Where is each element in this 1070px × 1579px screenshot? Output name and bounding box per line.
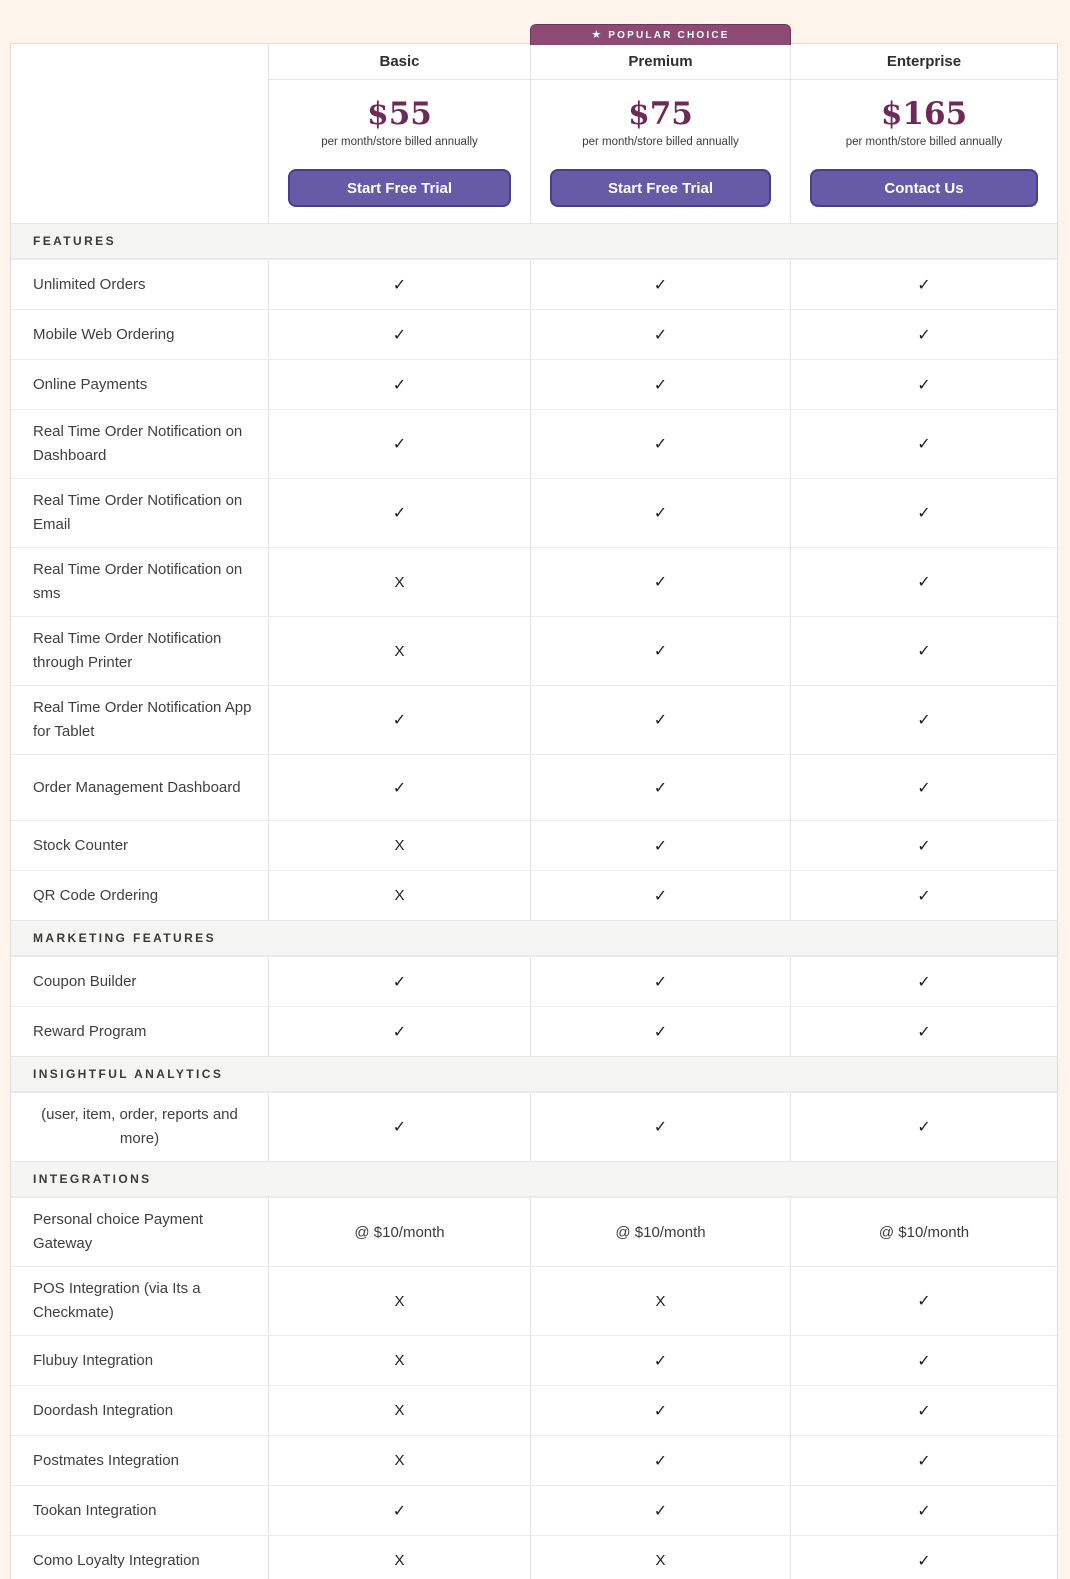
section-header: FEATURES bbox=[11, 223, 1057, 259]
feature-label: Postmates Integration bbox=[33, 1451, 179, 1469]
feature-label: (user, item, order, reports and more) bbox=[41, 1106, 238, 1147]
feature-label: Order Management Dashboard bbox=[33, 778, 241, 796]
table-row bbox=[11, 820, 1057, 870]
check-icon: ✓ bbox=[790, 360, 1057, 409]
star-icon: ★ bbox=[591, 28, 602, 41]
start-free-trial-button[interactable]: Start Free Trial bbox=[288, 169, 511, 207]
feature-label: Como Loyalty Integration bbox=[33, 1551, 200, 1569]
plan-name-basic: Basic bbox=[268, 44, 530, 80]
feature-value: @ $10/month bbox=[530, 1198, 790, 1266]
check-icon: ✓ bbox=[790, 1007, 1057, 1056]
plan-price: $55 bbox=[367, 96, 432, 132]
features-body bbox=[11, 223, 1057, 1579]
check-icon: ✓ bbox=[530, 479, 790, 547]
check-icon: ✓ bbox=[268, 957, 530, 1006]
table-row bbox=[11, 1092, 1057, 1161]
check-icon: ✓ bbox=[268, 1093, 530, 1161]
check-icon: ✓ bbox=[790, 1386, 1057, 1435]
table-row bbox=[11, 359, 1057, 409]
feature-label: Doordash Integration bbox=[33, 1401, 174, 1419]
cross-icon: X bbox=[268, 821, 530, 870]
table-row bbox=[11, 1006, 1057, 1056]
table-row bbox=[11, 309, 1057, 359]
check-icon: ✓ bbox=[530, 360, 790, 409]
cross-icon: X bbox=[268, 617, 530, 685]
section-header: INTEGRATIONS bbox=[11, 1161, 1057, 1197]
section-header: MARKETING FEATURES bbox=[11, 920, 1057, 956]
table-row bbox=[11, 956, 1057, 1006]
feature-label: Real Time Order Notification on Dashboard bbox=[33, 423, 243, 464]
cross-icon: X bbox=[268, 871, 530, 920]
cross-icon: X bbox=[268, 1436, 530, 1485]
feature-label: POS Integration (via Its a Checkmate) bbox=[33, 1280, 201, 1321]
check-icon: ✓ bbox=[530, 410, 790, 478]
feature-value: @ $10/month bbox=[268, 1198, 530, 1266]
check-icon: ✓ bbox=[530, 548, 790, 616]
plan-price-cell-enterprise bbox=[790, 80, 1057, 223]
check-icon: ✓ bbox=[530, 1436, 790, 1485]
check-icon: ✓ bbox=[530, 1386, 790, 1435]
check-icon: ✓ bbox=[790, 617, 1057, 685]
plans-header bbox=[11, 44, 1057, 223]
check-icon: ✓ bbox=[790, 871, 1057, 920]
cross-icon: X bbox=[530, 1536, 790, 1579]
cross-icon: X bbox=[268, 1386, 530, 1435]
check-icon: ✓ bbox=[268, 410, 530, 478]
check-icon: ✓ bbox=[530, 957, 790, 1006]
feature-value: @ $10/month bbox=[790, 1198, 1057, 1266]
check-icon: ✓ bbox=[790, 1486, 1057, 1535]
feature-label: Tookan Integration bbox=[33, 1501, 157, 1519]
table-row bbox=[11, 478, 1057, 547]
check-icon: ✓ bbox=[530, 1486, 790, 1535]
check-icon: ✓ bbox=[268, 686, 530, 754]
check-icon: ✓ bbox=[530, 1336, 790, 1385]
cross-icon: X bbox=[268, 548, 530, 616]
start-free-trial-button[interactable]: Start Free Trial bbox=[550, 169, 771, 207]
check-icon: ✓ bbox=[790, 755, 1057, 820]
contact-us-button[interactable]: Contact Us bbox=[810, 169, 1038, 207]
check-icon: ✓ bbox=[268, 479, 530, 547]
feature-label: Coupon Builder bbox=[33, 972, 137, 990]
feature-label: Reward Program bbox=[33, 1022, 147, 1040]
plan-price: $165 bbox=[880, 96, 968, 132]
check-icon: ✓ bbox=[268, 1486, 530, 1535]
corner-cell bbox=[11, 44, 268, 223]
check-icon: ✓ bbox=[530, 310, 790, 359]
check-icon: ✓ bbox=[268, 360, 530, 409]
plan-name-premium: Premium bbox=[530, 44, 790, 80]
check-icon: ✓ bbox=[268, 1007, 530, 1056]
check-icon: ✓ bbox=[268, 755, 530, 820]
feature-label: Stock Counter bbox=[33, 836, 129, 854]
feature-label: Real Time Order Notification App for Tablet bbox=[33, 699, 252, 740]
check-icon: ✓ bbox=[790, 1536, 1057, 1579]
table-row bbox=[11, 1335, 1057, 1385]
feature-label: Real Time Order Notification on Email bbox=[33, 492, 243, 533]
table-row bbox=[11, 547, 1057, 616]
check-icon: ✓ bbox=[530, 686, 790, 754]
check-icon: ✓ bbox=[268, 260, 530, 309]
check-icon: ✓ bbox=[790, 1436, 1057, 1485]
cross-icon: X bbox=[268, 1536, 530, 1579]
feature-label: QR Code Ordering bbox=[33, 886, 159, 904]
feature-label: Online Payments bbox=[33, 375, 148, 393]
check-icon: ✓ bbox=[530, 821, 790, 870]
table-row bbox=[11, 685, 1057, 754]
check-icon: ✓ bbox=[790, 1093, 1057, 1161]
table-row bbox=[11, 616, 1057, 685]
table-row bbox=[11, 259, 1057, 309]
plan-price-cell-premium bbox=[530, 80, 790, 223]
check-icon: ✓ bbox=[790, 1267, 1057, 1335]
check-icon: ✓ bbox=[790, 260, 1057, 309]
cross-icon: X bbox=[268, 1336, 530, 1385]
check-icon: ✓ bbox=[790, 1336, 1057, 1385]
table-row bbox=[11, 754, 1057, 820]
popular-choice-label: POPULAR CHOICE bbox=[608, 29, 730, 41]
table-row bbox=[11, 870, 1057, 920]
plan-price: $75 bbox=[628, 96, 693, 132]
feature-label: Mobile Web Ordering bbox=[33, 325, 175, 343]
check-icon: ✓ bbox=[790, 957, 1057, 1006]
check-icon: ✓ bbox=[268, 310, 530, 359]
check-icon: ✓ bbox=[530, 617, 790, 685]
check-icon: ✓ bbox=[790, 548, 1057, 616]
table-row bbox=[11, 1266, 1057, 1335]
pricing-table bbox=[10, 28, 1058, 1579]
table-row bbox=[11, 1485, 1057, 1535]
check-icon: ✓ bbox=[790, 310, 1057, 359]
check-icon: ✓ bbox=[530, 260, 790, 309]
section-header: INSIGHTFUL ANALYTICS bbox=[11, 1056, 1057, 1092]
check-icon: ✓ bbox=[530, 871, 790, 920]
popular-choice-banner bbox=[530, 24, 791, 45]
feature-label: Unlimited Orders bbox=[33, 275, 146, 293]
feature-label: Personal choice Payment Gateway bbox=[33, 1211, 204, 1252]
table-row bbox=[11, 409, 1057, 478]
plan-price-cell-basic bbox=[268, 80, 530, 223]
check-icon: ✓ bbox=[530, 1007, 790, 1056]
cross-icon: X bbox=[530, 1267, 790, 1335]
plan-name-enterprise: Enterprise bbox=[790, 44, 1057, 80]
check-icon: ✓ bbox=[790, 410, 1057, 478]
check-icon: ✓ bbox=[790, 479, 1057, 547]
billing-note: per month/store billed annually bbox=[321, 136, 478, 149]
feature-label: Real Time Order Notification through Printer bbox=[33, 630, 222, 671]
table-row bbox=[11, 1197, 1057, 1266]
feature-label: Flubuy Integration bbox=[33, 1351, 154, 1369]
table-row bbox=[11, 1385, 1057, 1435]
cross-icon: X bbox=[268, 1267, 530, 1335]
table-row bbox=[11, 1535, 1057, 1579]
check-icon: ✓ bbox=[530, 1093, 790, 1161]
check-icon: ✓ bbox=[790, 821, 1057, 870]
feature-label: Real Time Order Notification on sms bbox=[33, 561, 243, 602]
table-row bbox=[11, 1435, 1057, 1485]
check-icon: ✓ bbox=[530, 755, 790, 820]
billing-note: per month/store billed annually bbox=[845, 136, 1003, 149]
billing-note: per month/store billed annually bbox=[582, 136, 739, 149]
check-icon: ✓ bbox=[790, 686, 1057, 754]
